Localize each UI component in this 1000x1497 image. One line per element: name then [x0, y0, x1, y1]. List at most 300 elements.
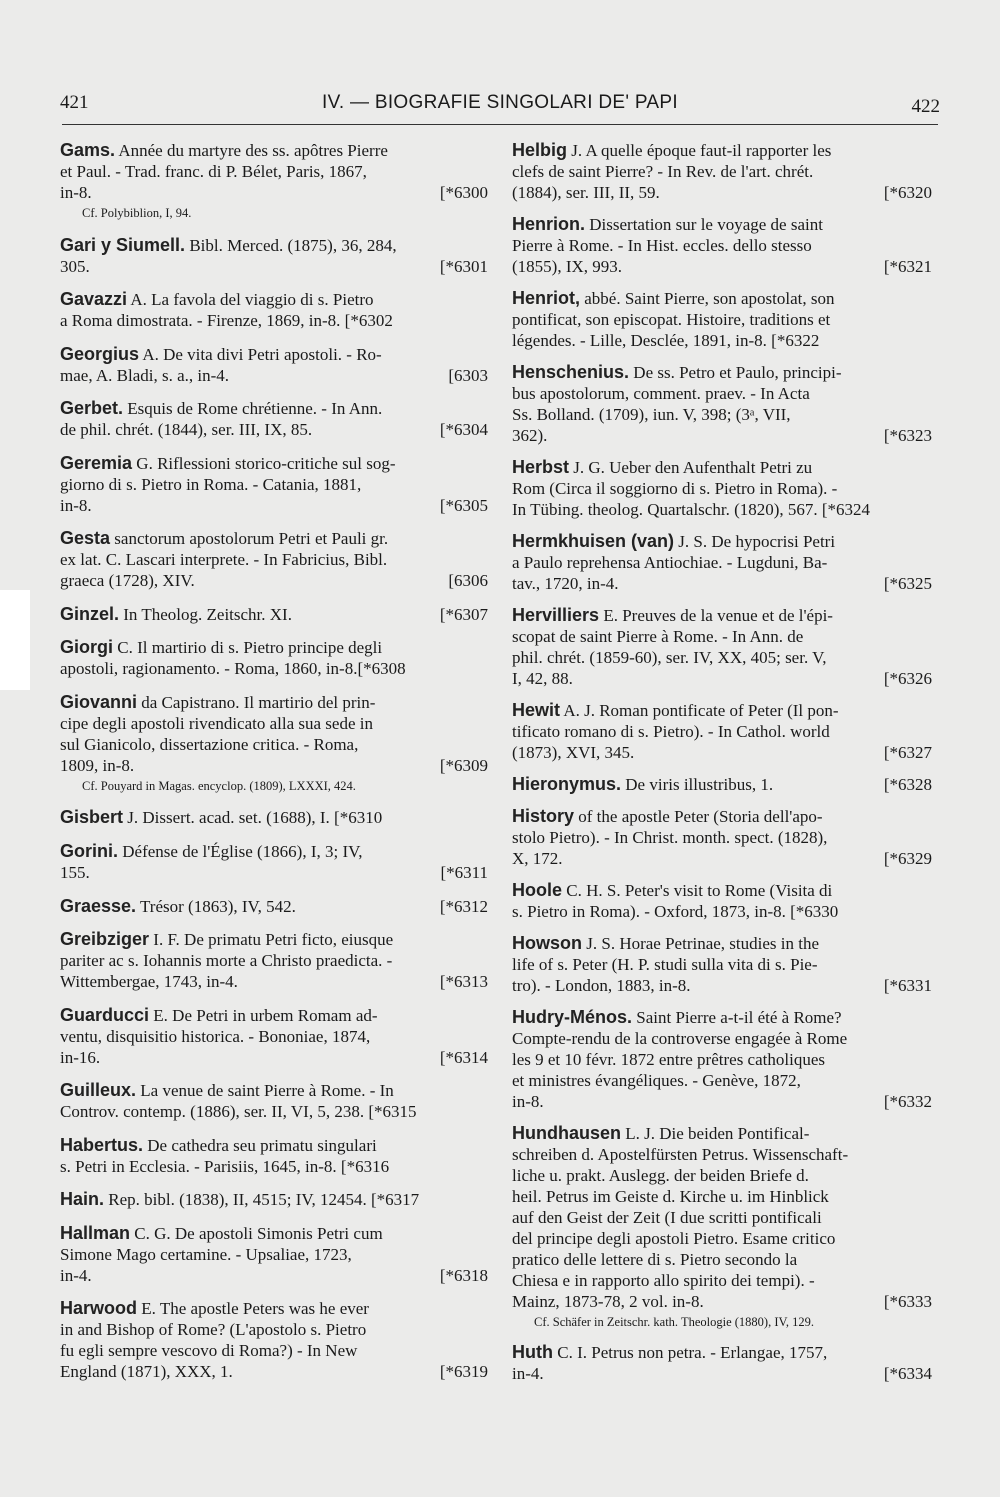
entry-text: E. Preuves de la venue et de l'épi- — [603, 606, 833, 625]
entry-line — [512, 235, 932, 256]
entry-text: pratico delle lettere di s. Pietro secondo la — [512, 1250, 798, 1269]
bibliography-entry — [512, 362, 932, 446]
entry-line — [512, 499, 932, 520]
entry-number: [*6326 — [883, 669, 932, 688]
bibliography-entry — [512, 214, 932, 277]
entry-head — [60, 637, 382, 658]
entry-author: Hoole — [512, 880, 563, 900]
entry-line — [512, 214, 932, 235]
entry-line — [512, 806, 932, 827]
right-column — [512, 140, 932, 1395]
entry-number: [*6331 — [883, 976, 932, 995]
entry-line — [60, 1361, 488, 1382]
entry-line — [60, 235, 488, 256]
bibliography-entry — [512, 1342, 932, 1384]
entry-text: s. Pietro in Roma). - Oxford, 1873, in-8. [*6330 — [512, 902, 839, 921]
entry-line — [512, 1363, 932, 1384]
entry-text: Compte-rendu de la controverse engagée à Rome — [512, 1029, 848, 1048]
entry-line — [512, 1070, 932, 1091]
entry-text: (1884), ser. III, II, 59. — [512, 183, 660, 202]
entry-number: [*6313 — [439, 972, 488, 992]
bibliography-entry — [512, 531, 932, 594]
entry-text: et Paul. - Trad. franc. di P. Bélet, Paris, 1867, — [60, 162, 367, 181]
entry-text: auf den Geist der Zeit (I due scritti pontificali — [512, 1208, 822, 1227]
entry-head — [512, 288, 835, 309]
entry-text: Mainz, 1873-78, 2 vol. in-8. — [512, 1292, 704, 1311]
entry-text: G. Riflessioni storico-critiche sul sog- — [136, 453, 396, 473]
entry-number: [*6329 — [883, 849, 932, 868]
entry-author: Guarducci — [60, 1004, 150, 1025]
entry-text: tav., 1720, in-4. — [512, 574, 619, 593]
entry-line — [512, 668, 932, 689]
entry-number: [*6318 — [439, 1265, 488, 1285]
entry-text: In Tübing. theolog. Quartalschr. (1820), 567. [*6324 — [512, 500, 871, 519]
entry-head — [512, 933, 819, 954]
entry-line — [60, 637, 488, 658]
bibliography-entry — [60, 235, 488, 277]
margin-mark — [0, 590, 30, 690]
entry-text: E. De Petri in urbem Romam ad- — [153, 1005, 378, 1025]
entry-text: J. Dissert. acad. set. (1688), I. [*6310 — [127, 808, 383, 828]
entry-line — [512, 1186, 932, 1207]
entry-text: de phil. chrét. (1844), ser. III, IX, 85. — [60, 420, 313, 440]
entry-head — [60, 1189, 419, 1210]
entry-text: ventu, disquisitio historica. - Bononiae, 1874, — [60, 1026, 371, 1046]
entry-line — [512, 901, 932, 922]
entry-author: Herbst — [512, 457, 570, 477]
entry-text: in and Bishop of Rome? (L'apostolo s. Pietro — [60, 1320, 367, 1340]
entry-text: In Theolog. Zeitschr. XI. — [123, 604, 292, 624]
entry-author: Henschenius. — [512, 362, 630, 382]
entry-text: schreiben d. Apostelfürsten Petrus. Wissenschaft- — [512, 1145, 849, 1164]
entry-head — [60, 692, 375, 713]
entry-text: J. S. De hypocrisi Petri — [678, 532, 836, 551]
entry-text: A. La favola del viaggio di s. Pietro — [130, 290, 374, 310]
entry-line — [60, 474, 488, 495]
entry-text: 155. — [60, 863, 90, 883]
entry-text: A. J. Roman pontificate of Peter (Il pon- — [563, 701, 839, 720]
entry-number: [*6301 — [439, 256, 488, 276]
entry-text: giorno di s. Pietro in Roma. - Catania, 1881, — [60, 474, 362, 494]
entry-line — [60, 344, 488, 365]
left-column — [60, 140, 488, 1395]
entry-number: [*6332 — [883, 1092, 932, 1111]
entry-number: [*6325 — [883, 574, 932, 593]
entry-line — [512, 531, 932, 552]
entry-text: scopat de saint Pierre à Rome. - In Ann. de — [512, 627, 804, 646]
entry-head — [60, 604, 292, 625]
entry-line — [60, 1244, 488, 1265]
entry-line — [60, 971, 488, 992]
entry-line — [512, 1165, 932, 1186]
entry-author: Hermkhuisen (van) — [512, 531, 675, 551]
entry-author: Hundhausen — [512, 1123, 622, 1143]
entry-number: [*6323 — [883, 426, 932, 445]
entry-number: [*6305 — [439, 495, 488, 515]
bibliography-entry — [60, 841, 488, 883]
entry-line — [60, 453, 488, 474]
entry-text: C. H. S. Peter's visit to Rome (Visita di — [566, 881, 833, 900]
entry-text: in-8. — [512, 1092, 544, 1111]
entry-author: Hain. — [60, 1189, 105, 1210]
entry-text: Dissertation sur le voyage de saint — [589, 215, 823, 234]
bibliography-entry — [512, 605, 932, 689]
entry-line — [512, 975, 932, 996]
entry-text: of the apostle Peter (Storia dell'apo- — [578, 807, 823, 826]
entry-number: [*6333 — [883, 1292, 932, 1311]
entry-text: da Capistrano. Il martirio del prin- — [141, 692, 376, 712]
entry-line — [512, 1123, 932, 1144]
entry-number: [*6327 — [883, 743, 932, 762]
entry-text: Trésor (1863), IV, 542. — [140, 896, 296, 916]
entry-number: [*6328 — [883, 775, 932, 794]
entry-text: a Roma dimostrata. - Firenze, 1869, in-8. [*6302 — [60, 311, 393, 331]
entry-line — [60, 1189, 488, 1210]
bibliography-entry — [512, 457, 932, 520]
entry-line — [512, 309, 932, 330]
bibliography-entry — [512, 288, 932, 351]
entry-head — [512, 1123, 809, 1144]
entry-author: Gisbert — [60, 807, 124, 828]
entry-text: Chiesa e in rapporto allo spirito dei tempi). - — [512, 1271, 815, 1290]
entry-line — [512, 1291, 932, 1312]
entry-head — [60, 235, 397, 256]
bibliography-entry — [512, 806, 932, 869]
entry-text: Rep. bibl. (1838), II, 4515; IV, 12454. [*6317 — [108, 1190, 420, 1210]
entry-head — [512, 774, 773, 795]
entry-text: Bibl. Merced. (1875), 36, 284, — [189, 235, 397, 255]
bibliography-entry — [60, 398, 488, 440]
entry-line — [60, 161, 488, 182]
entry-text: heil. Petrus im Geiste d. Kirche u. im Hinblick — [512, 1187, 829, 1206]
entry-line — [512, 404, 932, 425]
entry-line — [512, 1270, 932, 1291]
entry-line — [512, 626, 932, 647]
entry-text: légendes. - Lille, Desclée, 1891, in-8. [*6322 — [512, 331, 820, 350]
entry-text: Défense de l'Église (1866), I, 3; IV, — [122, 842, 363, 862]
bibliography-entry — [60, 1080, 488, 1122]
entry-line — [60, 1080, 488, 1101]
entry-text: abbé. Saint Pierre, son apostolat, son — [584, 289, 835, 308]
entry-number: [*6300 — [439, 183, 488, 202]
bibliography-entry — [60, 637, 488, 679]
entry-head — [60, 1223, 383, 1244]
entry-number: [*6314 — [439, 1047, 488, 1067]
bibliography-entry — [512, 933, 932, 996]
bibliography-entry — [512, 1123, 932, 1331]
entry-line — [60, 1319, 488, 1340]
entry-line — [60, 1026, 488, 1047]
entry-text: phil. chrét. (1859-60), ser. IV, XX, 405; ser. V, — [512, 648, 827, 667]
entry-line — [60, 1340, 488, 1361]
entry-number: [*6321 — [883, 257, 932, 276]
entry-number: [*6312 — [439, 896, 488, 916]
bibliography-entry — [60, 528, 488, 591]
entry-line — [512, 933, 932, 954]
entry-text: a Paulo reprehensa Antiochiae. - Lugduni, Ba- — [512, 553, 828, 572]
entry-text: graeca (1728), XIV. — [60, 571, 195, 591]
entry-text: in-8. — [60, 495, 92, 515]
entry-line — [60, 929, 488, 950]
entry-line — [60, 528, 488, 549]
entry-author: Georgius — [60, 343, 140, 364]
entry-head — [60, 1005, 378, 1026]
entry-text: (1855), IX, 993. — [512, 257, 623, 276]
entry-text: C. G. De apostoli Simonis Petri cum — [134, 1223, 383, 1243]
entry-text: La venue de saint Pierre à Rome. - In — [140, 1081, 394, 1101]
entry-head — [512, 531, 835, 552]
bibliography-entry — [512, 880, 932, 922]
entry-line — [60, 658, 488, 679]
entry-line — [512, 552, 932, 573]
entry-line — [512, 1342, 932, 1363]
entry-text: in-8. — [60, 183, 92, 202]
entry-text: Simone Mago certamine. - Upsaliae, 1723, — [60, 1244, 352, 1264]
entry-line — [60, 734, 488, 755]
entry-line — [60, 862, 488, 883]
entry-head — [60, 344, 382, 365]
bibliography-entry — [60, 896, 488, 917]
entry-line — [60, 289, 488, 310]
entry-author: Giovanni — [60, 691, 138, 712]
entry-line — [60, 495, 488, 516]
entry-line — [512, 742, 932, 763]
entry-author: Habertus. — [60, 1134, 144, 1155]
entry-author: Ginzel. — [60, 603, 120, 624]
entry-line — [512, 256, 932, 277]
entry-text: del principe degli apostoli Pietro. Esame critico — [512, 1229, 836, 1248]
entry-text: in-4. — [60, 1265, 92, 1285]
entry-line — [60, 549, 488, 570]
entry-line — [60, 755, 488, 776]
left-page-number: 421 — [60, 92, 89, 113]
entry-text: C. Il martirio di s. Pietro principe degli — [117, 638, 383, 658]
entry-number: [6306 — [448, 571, 488, 591]
entry-line — [512, 880, 932, 901]
entry-line — [60, 1265, 488, 1286]
entry-line — [512, 1007, 932, 1028]
entry-line — [512, 140, 932, 161]
running-title: IV. — BIOGRAFIE SINGOLARI DE' PAPI — [322, 92, 678, 113]
entry-head — [60, 528, 388, 549]
entry-line — [60, 256, 488, 277]
cross-reference-note: Cf. Pouyard in Magas. encyclop. (1809), LXXXI, 424. — [82, 778, 356, 793]
entry-text: sanctorum apostolorum Petri et Pauli gr. — [114, 529, 389, 549]
entry-author: Hieronymus. — [512, 774, 622, 794]
bibliography-entry — [512, 700, 932, 763]
entry-author: Henriot, — [512, 288, 581, 308]
entry-author: Giorgi — [60, 637, 113, 658]
entry-number: [*6304 — [439, 420, 488, 440]
right-page-number: 422 — [911, 96, 940, 117]
entry-head — [512, 362, 842, 383]
entry-head — [60, 1080, 394, 1101]
entry-author: Harwood — [60, 1298, 138, 1319]
entry-line — [60, 419, 488, 440]
entry-text: apostoli, ragionamento. - Roma, 1860, in-8.[*6308 — [60, 659, 406, 679]
entry-text: De ss. Petro et Paulo, principi- — [633, 363, 842, 382]
entry-line — [60, 365, 488, 386]
entry-line — [60, 807, 488, 828]
entry-text: mae, A. Bladi, s. a., in-4. — [60, 365, 230, 385]
entry-author: Helbig — [512, 140, 568, 160]
entry-text: Saint Pierre a-t-il été à Rome? — [636, 1008, 842, 1027]
entry-author: Greibziger — [60, 929, 150, 950]
entry-line — [60, 1047, 488, 1068]
entry-author: Henrion. — [512, 214, 586, 234]
entry-text: liche u. prakt. Auslegg. der beiden Briefe d. — [512, 1166, 809, 1185]
entry-author: Huth — [512, 1342, 553, 1362]
entry-text: ex lat. C. Lascari interprete. - In Fabricius, Bibl. — [60, 550, 388, 570]
entry-head — [512, 880, 832, 901]
entry-number: [6303 — [448, 365, 488, 385]
entry-text: J. A quelle époque faut-il rapporter les — [571, 141, 832, 160]
entry-text: Pierre à Rome. - In Hist. eccles. dello stesso — [512, 236, 812, 255]
entry-line — [512, 425, 932, 446]
entry-line — [60, 140, 488, 161]
entry-text: De cathedra seu primatu singulari — [147, 1135, 377, 1155]
entry-line — [512, 1249, 932, 1270]
bibliography-entry — [60, 453, 488, 516]
entry-author: Gavazzi — [60, 289, 128, 310]
entry-text: in-4. — [512, 1364, 544, 1383]
entry-author: Gesta — [60, 528, 111, 549]
entry-author: Hudry-Ménos. — [512, 1007, 633, 1027]
bibliography-entry — [60, 289, 488, 331]
entry-author: Geremia — [60, 452, 133, 473]
running-header — [60, 92, 940, 122]
entry-line — [60, 896, 488, 917]
entry-text: bus apostolorum, comment. praev. - In Acta — [512, 384, 810, 403]
entry-text: I. F. De primatu Petri ficto, eiusque — [153, 930, 394, 950]
entry-author: Hewit — [512, 700, 561, 720]
entry-line — [512, 1144, 932, 1165]
cross-reference-note: Cf. Schäfer in Zeitschr. kath. Theologie (1880), IV, 129. — [534, 1315, 815, 1329]
entry-line — [512, 457, 932, 478]
bibliography-entry — [512, 774, 932, 795]
entry-line — [60, 182, 488, 203]
entry-line — [60, 1156, 488, 1177]
entry-head — [60, 841, 362, 862]
entry-text: 362). — [512, 426, 548, 445]
entry-head — [60, 1298, 369, 1319]
bibliography-entry — [60, 344, 488, 386]
entry-line — [512, 1228, 932, 1249]
bibliography-entry — [60, 1298, 488, 1382]
entry-line — [512, 383, 932, 404]
entry-text: stolo Pietro). - In Christ. month. spect. (1828), — [512, 828, 828, 847]
entry-author: Hervilliers — [512, 605, 600, 625]
entry-text: C. I. Petrus non petra. - Erlangae, 1757, — [557, 1343, 828, 1362]
entry-text: E. The apostle Peters was he ever — [141, 1299, 369, 1319]
entry-author: History — [512, 806, 575, 826]
entry-head — [512, 605, 833, 626]
bibliography-entry — [60, 140, 488, 222]
bibliography-entry — [60, 1189, 488, 1210]
entry-line — [512, 827, 932, 848]
entry-author: Guilleux. — [60, 1080, 137, 1101]
entry-head — [60, 398, 382, 419]
entry-text: tro). - London, 1883, in-8. — [512, 976, 691, 995]
entry-line — [60, 570, 488, 591]
entry-line — [512, 647, 932, 668]
entry-text: in-16. — [60, 1047, 101, 1067]
entry-number: [*6309 — [439, 755, 488, 775]
entry-head — [512, 1342, 827, 1363]
entry-text: J. G. Ueber den Aufenthalt Petri zu — [573, 458, 813, 477]
entry-line — [60, 1223, 488, 1244]
entry-line — [512, 721, 932, 742]
entry-line — [512, 605, 932, 626]
bibliography-entry — [60, 1135, 488, 1177]
entry-head — [512, 140, 831, 161]
entry-text: tificato romano di s. Pietro). - In Cathol. world — [512, 722, 830, 741]
bibliography-entry — [512, 140, 932, 203]
entry-head — [512, 700, 839, 721]
entry-head — [60, 929, 393, 950]
entry-line — [60, 1005, 488, 1026]
entry-line — [60, 950, 488, 971]
entry-line — [512, 1091, 932, 1112]
entry-text: J. S. Horae Petrinae, studies in the — [586, 934, 820, 953]
entry-line — [512, 1028, 932, 1049]
entry-author: Gorini. — [60, 841, 118, 862]
entry-text: et ministres évangéliques. - Genève, 1872, — [512, 1071, 801, 1090]
entry-line — [512, 478, 932, 499]
entry-number: [*6319 — [439, 1362, 488, 1382]
entry-text: s. Petri in Ecclesia. - Parisiis, 1645, in-8. [*6316 — [60, 1156, 390, 1176]
entry-head — [60, 807, 382, 828]
entry-line — [60, 713, 488, 734]
entry-text: 1809, in-8. — [60, 755, 135, 775]
entry-line — [60, 841, 488, 862]
cross-reference-note: Cf. Polybiblion, I, 94. — [82, 206, 192, 220]
entry-line — [512, 774, 932, 795]
header-rule — [62, 124, 938, 125]
entry-head — [512, 806, 823, 827]
entry-line — [60, 604, 488, 625]
entry-head — [60, 896, 296, 917]
entry-author: Howson — [512, 933, 582, 953]
entry-head — [60, 289, 374, 310]
entry-text: les 9 et 10 févr. 1872 entre prêtres catholiques — [512, 1050, 825, 1069]
entry-line — [60, 398, 488, 419]
entry-text: Année du martyre des ss. apôtres Pierre — [118, 141, 388, 160]
bibliography-entry — [60, 929, 488, 992]
entry-text: clefs de saint Pierre? - In Rev. de l'art. chrét. — [512, 162, 814, 181]
entry-line — [512, 182, 932, 203]
entry-line — [512, 288, 932, 309]
entry-line — [60, 1298, 488, 1319]
entry-text: (1873), XVI, 345. — [512, 743, 635, 762]
entry-line — [512, 1049, 932, 1070]
entry-line — [512, 1207, 932, 1228]
bibliography-entry — [60, 692, 488, 795]
entry-author: Hallman — [60, 1222, 131, 1243]
entry-text: L. J. Die beiden Pontifical- — [625, 1124, 810, 1143]
bibliography-entry — [60, 604, 488, 625]
entry-line — [512, 573, 932, 594]
entry-head — [512, 1007, 842, 1028]
entry-text: fu egli sempre vescovo di Roma?) - In New — [60, 1341, 358, 1361]
entry-line — [512, 848, 932, 869]
entry-head — [512, 214, 823, 235]
entry-text: sul Gianicolo, dissertazione critica. - Roma, — [60, 734, 359, 754]
entry-line — [60, 310, 488, 331]
entry-text: De viris illustribus, 1. — [625, 775, 774, 794]
entry-number: [*6307 — [439, 604, 488, 624]
entry-author: Gerbet. — [60, 398, 124, 419]
